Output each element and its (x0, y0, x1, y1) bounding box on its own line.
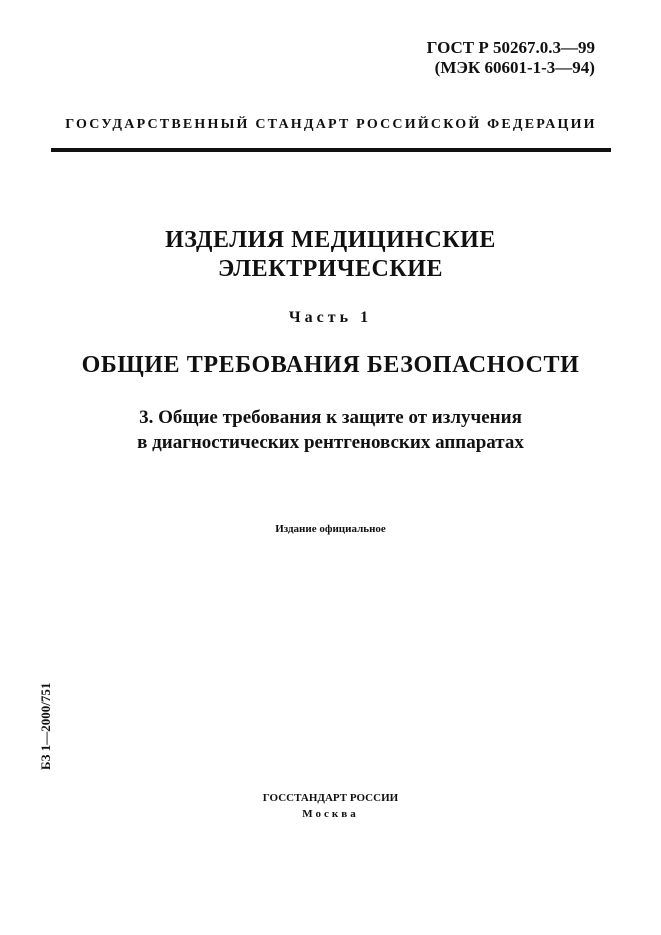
side-registration-code: БЗ 1—2000/751 (38, 682, 53, 770)
edition-label: Издание официальное (275, 523, 386, 535)
section-title: ОБЩИЕ ТРЕБОВАНИЯ БЕЗОПАСНОСТИ (81, 352, 580, 378)
iec-number: (МЭК 60601-1-3—94) (434, 58, 595, 77)
publisher-block (0, 790, 661, 822)
document-code (427, 38, 595, 78)
publisher-name: ГОССТАНДАРТ РОССИИ (262, 792, 399, 804)
part-label: Часть 1 (288, 309, 373, 326)
subtitle-line-2: в диагностических рентгеновских аппаратах (137, 432, 524, 453)
subtitle-line-1: 3. Общие требования к защите от излучения (139, 407, 522, 428)
subtitle (0, 405, 661, 455)
title-line-2: ЭЛЕКТРИЧЕСКИЕ (218, 256, 443, 282)
header-divider (51, 148, 611, 152)
gost-number: ГОСТ Р 50267.0.3—99 (426, 38, 595, 57)
title-line-1: ИЗДЕЛИЯ МЕДИЦИНСКИЕ (165, 227, 496, 253)
standard-header: ГОСУДАРСТВЕННЫЙ СТАНДАРТ РОССИЙСКОЙ ФЕДЕРАЦИИ (65, 117, 597, 132)
document-title (0, 226, 661, 284)
publisher-city: Москва (302, 808, 359, 820)
